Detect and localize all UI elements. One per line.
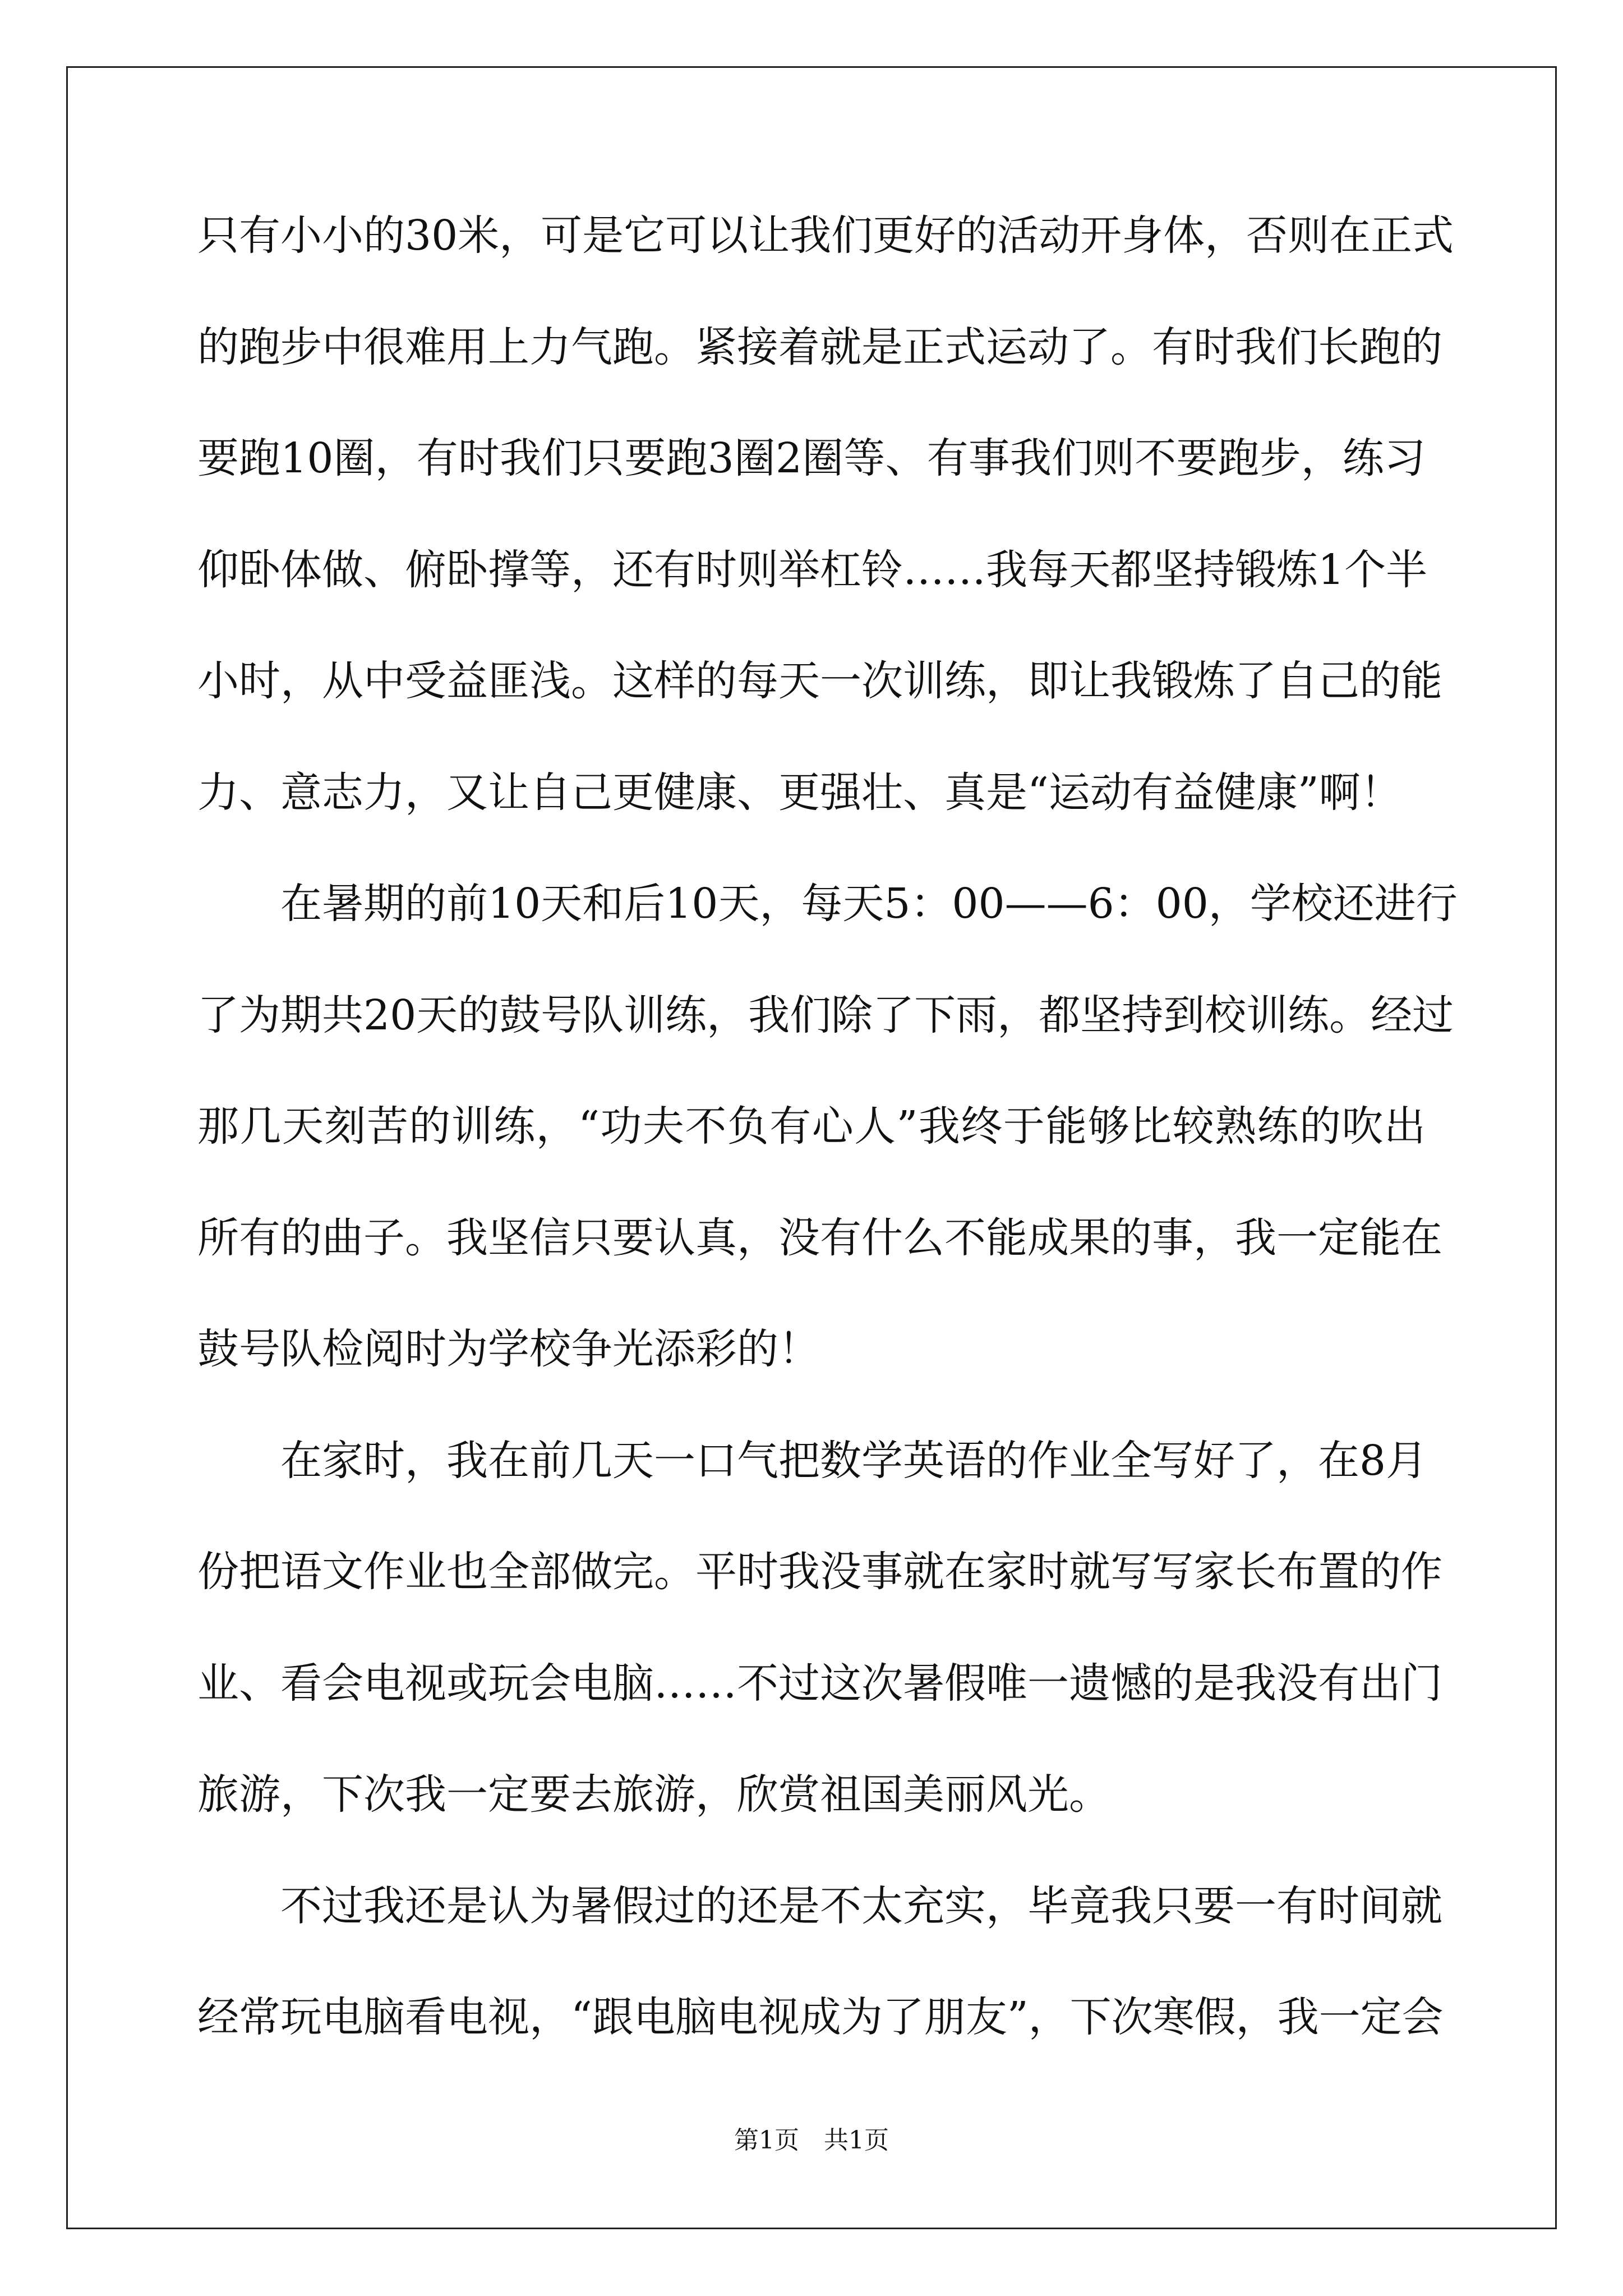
text-line: 了为期共20天的鼓号队训练，我们除了下雨，都坚持到校训练。经过 [197, 991, 1454, 1039]
document-body [197, 211, 1458, 2106]
text-line: 经常玩电脑看电视，“跟电脑电视成为了朋友”，下次寒假，我一定会 [197, 1993, 1444, 2041]
text-line: 所有的曲子。我坚信只要认真，没有什么不能成果的事，我一定能在 [197, 1213, 1442, 1262]
text-line: 那几天刻苦的训练，“功夫不负有心人”我终于能够比较熟练的吹出 [197, 1102, 1426, 1151]
text-line: 业、看会电视或玩会电脑……不过这次暑假唯一遗憾的是我没有出门 [197, 1659, 1442, 1708]
text-line: 小时，从中受益匪浅。这样的每天一次训练，即让我锻炼了自己的能 [197, 657, 1442, 705]
text-line: 鼓号队检阅时为学校争光添彩的！ [197, 1325, 820, 1373]
text-line: 力、意志力，又让自己更健康、更强壮、真是“运动有益健康”啊！ [197, 768, 1402, 817]
text-line: 份把语文作业也全部做完。平时我没事就在家时就写写家长布置的作 [197, 1548, 1442, 1596]
text-line: 要跑10圈，有时我们只要跑3圈2圈等、有事我们则不要跑步，练习 [197, 434, 1426, 482]
text-line: 不过我还是认为暑假过的还是不太充实，毕竟我只要一有时间就 [197, 1881, 1442, 1930]
page-footer: 第1页 共1页 [734, 2126, 889, 2155]
text-line: 在家时，我在前几天一口气把数学英语的作业全写好了，在8月 [197, 1436, 1428, 1485]
text-line: 只有小小的30米，可是它可以让我们更好的活动开身体，否则在正式 [197, 211, 1454, 260]
text-line: 仰卧体做、俯卧撑等，还有时则举杠铃……我每天都坚持锻炼1个半 [197, 545, 1428, 594]
text-line: 旅游，下次我一定要去旅游，欣赏祖国美丽风光。 [197, 1770, 1110, 1819]
text-line: 在暑期的前10天和后10天，每天5：00——6：00，学校还进行 [197, 880, 1458, 928]
text-line: 的跑步中很难用上力气跑。紧接着就是正式运动了。有时我们长跑的 [197, 323, 1442, 371]
